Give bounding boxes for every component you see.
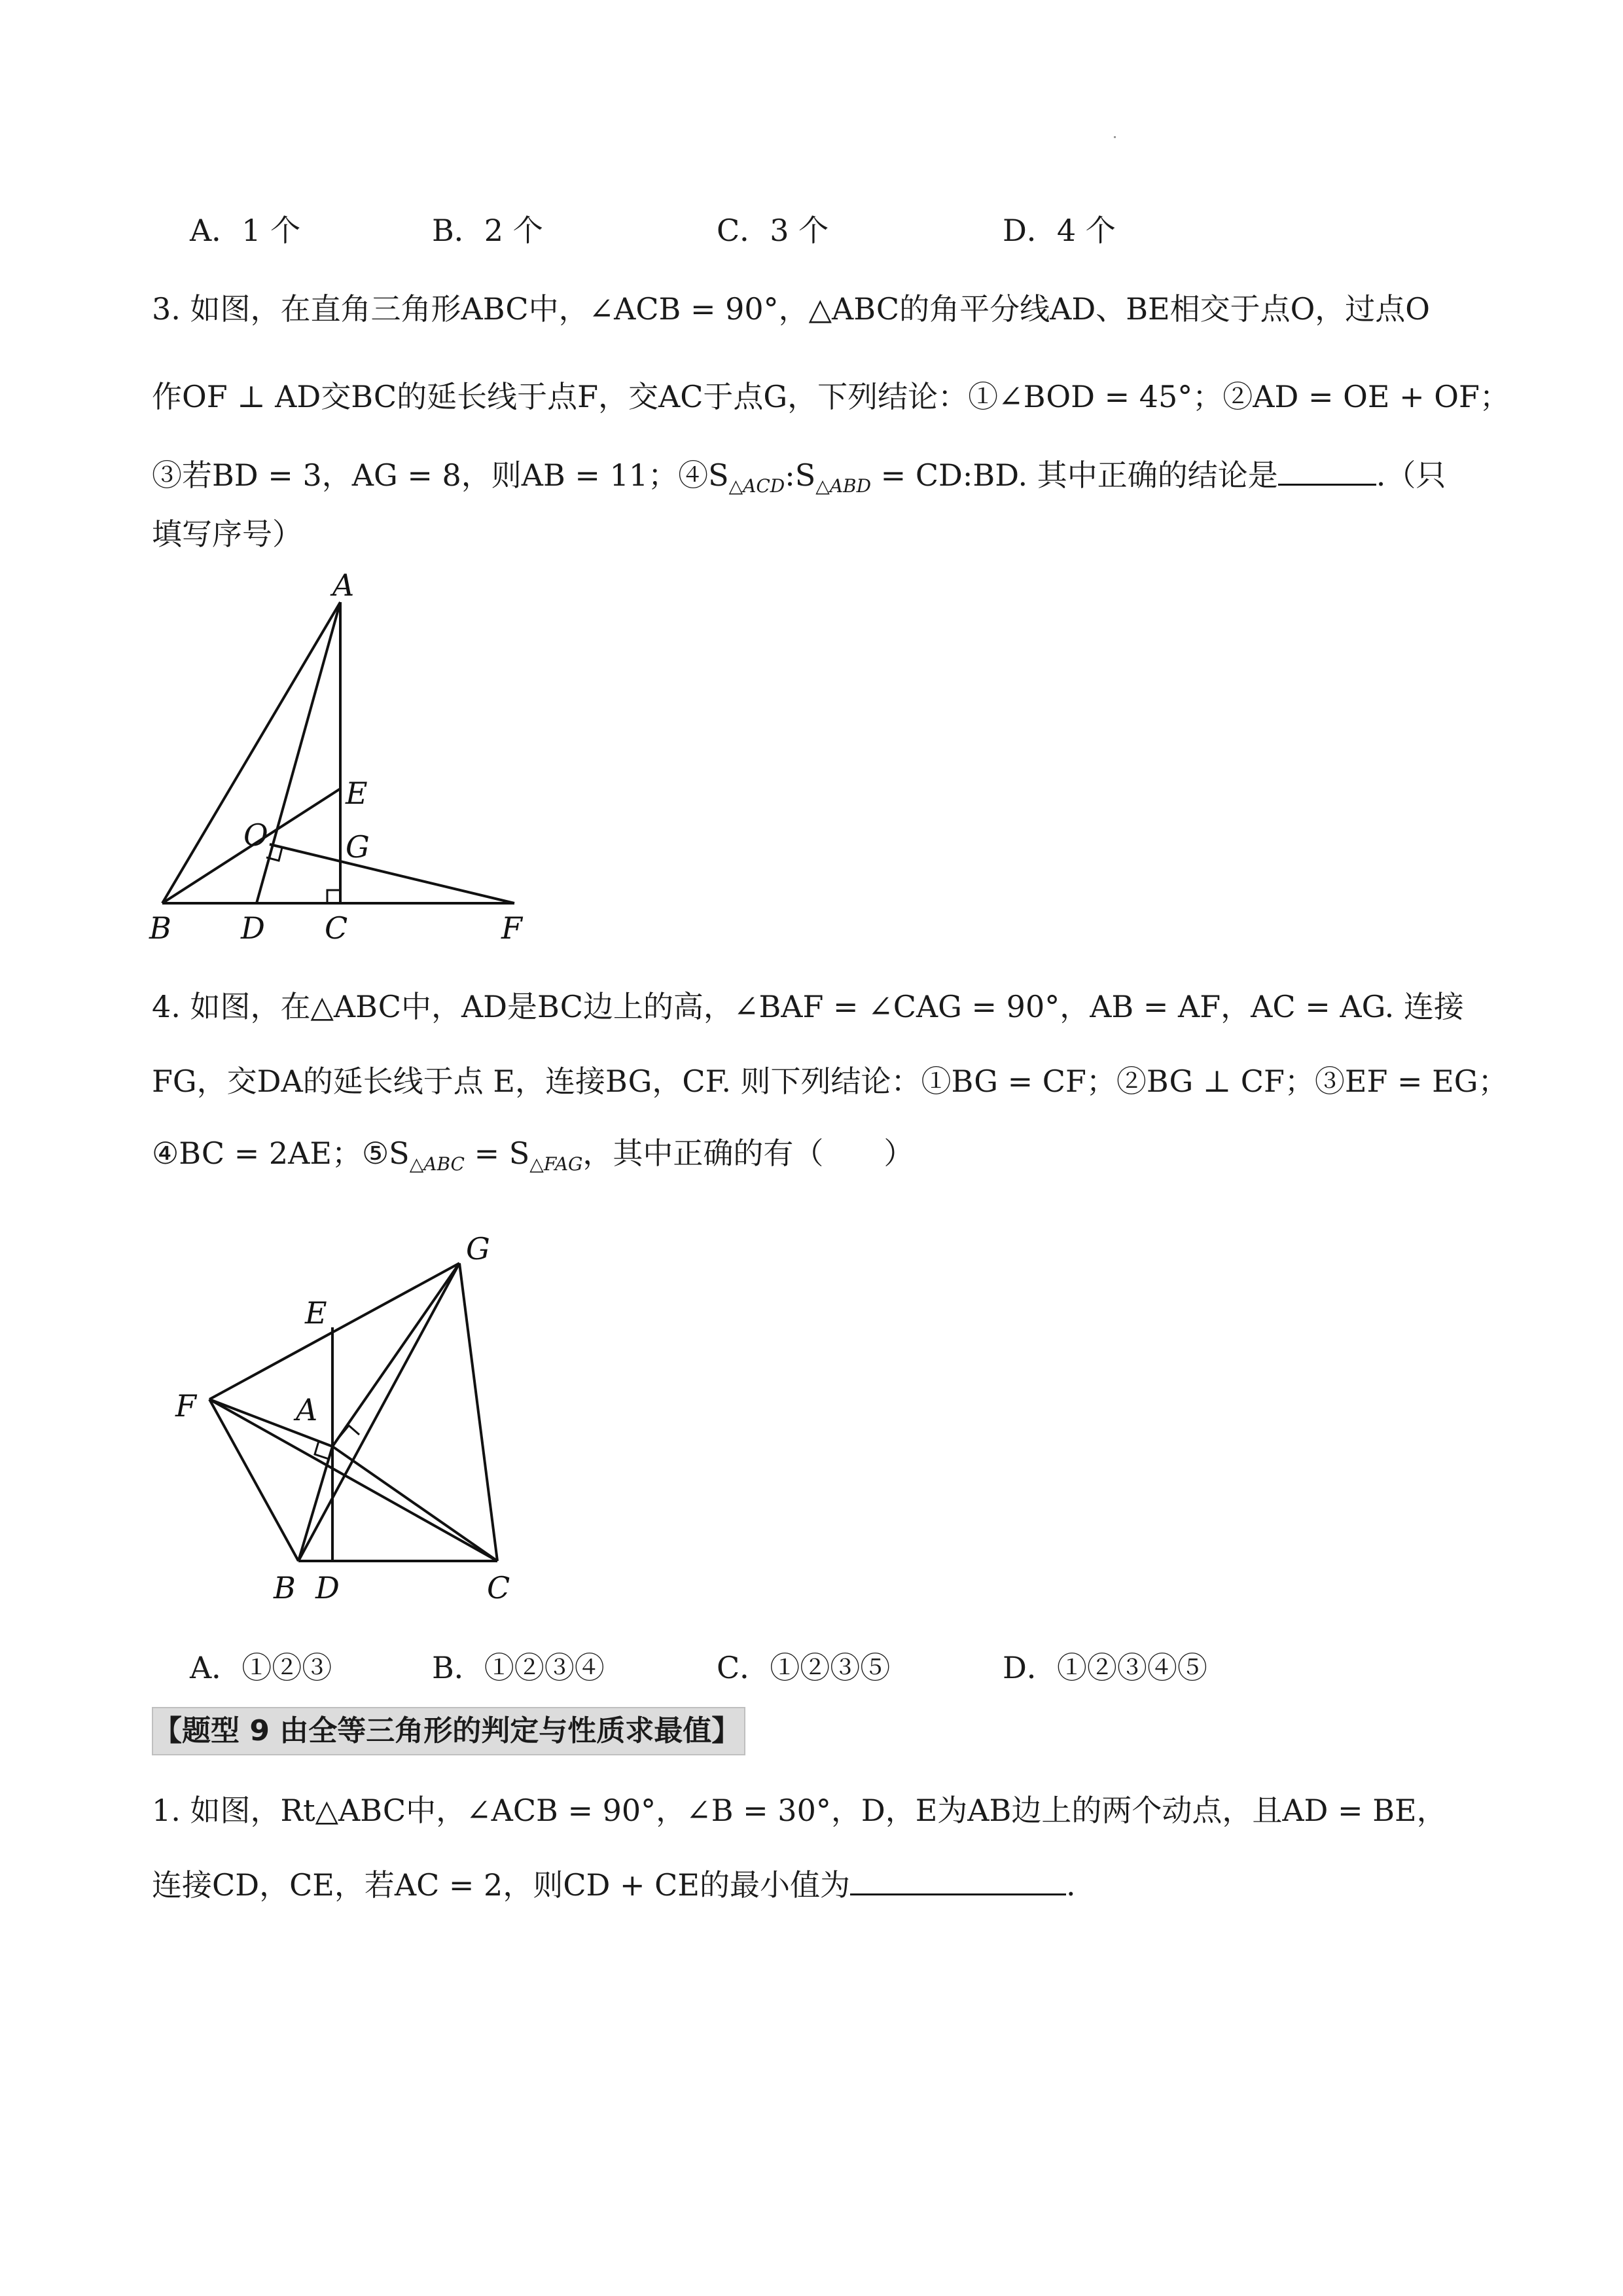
q3-label-c: C <box>325 910 348 946</box>
s9q1-answer-blank[interactable] <box>850 1867 1066 1895</box>
q3-sub-acd: △ACD <box>728 475 785 497</box>
q4-label-e: E <box>305 1295 327 1331</box>
q4-option-a: A．①②③ <box>190 1650 332 1685</box>
q4-label-a: A <box>296 1392 318 1427</box>
q3-sub-abd: △ABD <box>815 475 872 497</box>
q3-label-b: B <box>149 910 171 946</box>
q4-line-2: FG，交DA的延长线于点 E，连接BG，CF. 则下列结论：①BG = CF；②BG ⊥ CF；③EF = EG； <box>152 1064 1508 1099</box>
q4-sub-fag: △FAG <box>529 1153 583 1175</box>
q4-option-b: B．①②③④ <box>432 1650 605 1685</box>
q4-sub-abc: △ABC <box>409 1153 465 1175</box>
q4-line-3: ④BC = 2AE；$⑤S_{\triangle ABC} = S_{\triangle FAG}$，其中正确的有（ ） <box>152 1136 914 1175</box>
q4-label-c: C <box>487 1570 510 1605</box>
s9q1-line-1: 1. 如图，Rt△ABC中，∠ACB = 90°，∠B = 30°，D，E为AB边上的两个动点，且AD = BE， <box>152 1793 1447 1828</box>
q2-option-c: C．3 个 <box>717 213 829 248</box>
q3-label-g: G <box>346 829 370 865</box>
q3-label-a: A <box>332 567 355 603</box>
q4-label-g: G <box>466 1231 490 1266</box>
q4-label-d: D <box>315 1570 340 1605</box>
q4-option-d: D．①②③④⑤ <box>1003 1650 1207 1685</box>
q3-line-1: 3. 如图，在直角三角形ABC中，∠ACB = 90°，△ABC的角平分线AD、BE相交于点O，过点O <box>152 291 1431 327</box>
s9q1-line-2: 连接CD，CE，若AC = 2，则CD + CE的最小值为 . <box>152 1867 1076 1903</box>
q3-label-f: F <box>501 910 522 946</box>
q4-label-b: B <box>274 1570 296 1605</box>
q3-label-d: D <box>241 910 265 946</box>
q3-label-e: E <box>346 776 368 811</box>
q2-option-b: B．2 个 <box>432 213 543 248</box>
q3-line-2: 作OF ⊥ AD交BC的延长线于点F，交AC于点G，下列结论：①∠BOD = 45°；②AD = OE + OF； <box>152 379 1510 414</box>
q4-label-f: F <box>175 1388 196 1424</box>
q4-line-1: 4. 如图，在△ABC中，AD是BC边上的高，∠BAF = ∠CAG = 90°，AB = AF，AC = AG. 连接 <box>152 989 1464 1024</box>
q2-option-a: A．1 个 <box>190 213 301 248</box>
q3-line-3: ③若BD = 3，AG = 8，则AB = 11；$④S_{\triangle ACD}:S_{\triangle ABD}$ = CD:BD. 其中正确的结论是 .（只 <box>152 457 1446 497</box>
q3-label-o: O <box>243 817 268 853</box>
section-heading: 【题型 9 由全等三角形的判定与性质求最值】 <box>152 1707 745 1755</box>
q4-option-c: C．①②③⑤ <box>717 1650 891 1685</box>
q2-option-d: D．4 个 <box>1003 213 1116 248</box>
q3-line-4: 填写序号） <box>152 516 302 552</box>
